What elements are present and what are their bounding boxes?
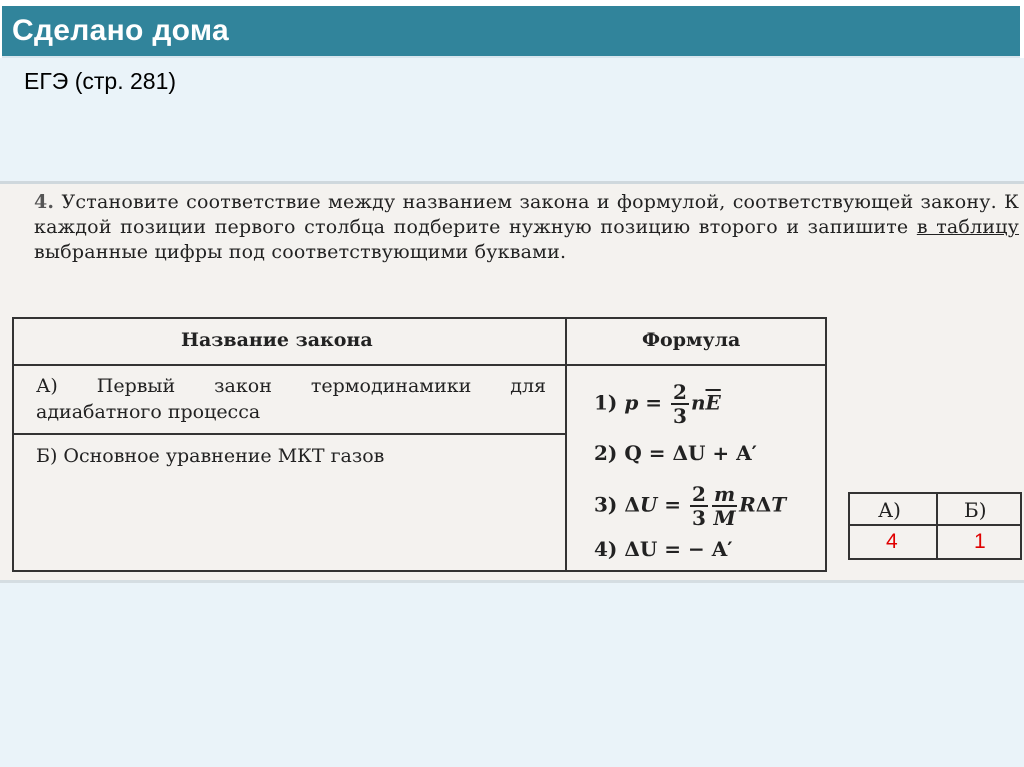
- table-row-divider: [14, 433, 567, 435]
- fraction-2-3: $\frac{2}{3}$: [692, 482, 706, 530]
- task-text-before: Установите соответствие между названием закона и формулой, соответствующей закону. К каждой позиции первого столбца подберите нужную позицию второго и запишите: [34, 191, 1019, 238]
- task-number: 4.: [34, 191, 55, 213]
- title-bar: [2, 6, 1020, 58]
- answer-col-divider: [936, 494, 938, 558]
- formula-1: 1) p = $\frac{2}{3}$ $n\overline{E}$: [594, 380, 721, 428]
- header: [0, 0, 1024, 58]
- formula-3: 3) ΔU = $\frac{2}{3}$ $\frac{m}{M}$ RΔT: [594, 482, 787, 530]
- column-header-formula: Формула: [642, 329, 741, 351]
- table-header-divider: [14, 364, 825, 366]
- answer-value-b: 1: [974, 530, 986, 553]
- row-b-law: Б) Основное уравнение МКТ газов: [36, 445, 385, 467]
- fraction-m-M: $\frac{m}{M}$: [713, 482, 736, 530]
- task-text-after: выбранные цифры под соответствующими буквами.: [34, 241, 567, 263]
- answer-table: [848, 492, 1022, 560]
- formula-4: 4) ΔU = − A′: [594, 537, 733, 561]
- answer-value-a: 4: [886, 530, 898, 553]
- matching-table: [12, 317, 827, 572]
- task-text: [34, 190, 1019, 265]
- task-underlined: в таблицу: [916, 216, 1020, 238]
- fraction-2-3: $\frac{2}{3}$: [673, 380, 687, 428]
- textbook-scan: [0, 184, 1024, 580]
- answer-row-divider: [850, 524, 1020, 526]
- answer-header-a: А): [878, 498, 901, 522]
- formula-1-label: 1): [594, 390, 618, 415]
- column-header-name: Название закона: [181, 329, 373, 351]
- row-a-law: А) Первый закон термодинамики для адиабатного процесса: [36, 375, 546, 423]
- answer-header-b: Б): [964, 498, 987, 522]
- subtitle: ЕГЭ (стр. 281): [24, 68, 177, 94]
- table-col-divider: [565, 319, 567, 570]
- formula-3-label: 3): [594, 492, 618, 517]
- divider-bottom: [0, 580, 1024, 583]
- formula-2: 2) Q = ΔU + A′: [594, 441, 757, 465]
- slide-title: Сделано дома: [12, 14, 229, 47]
